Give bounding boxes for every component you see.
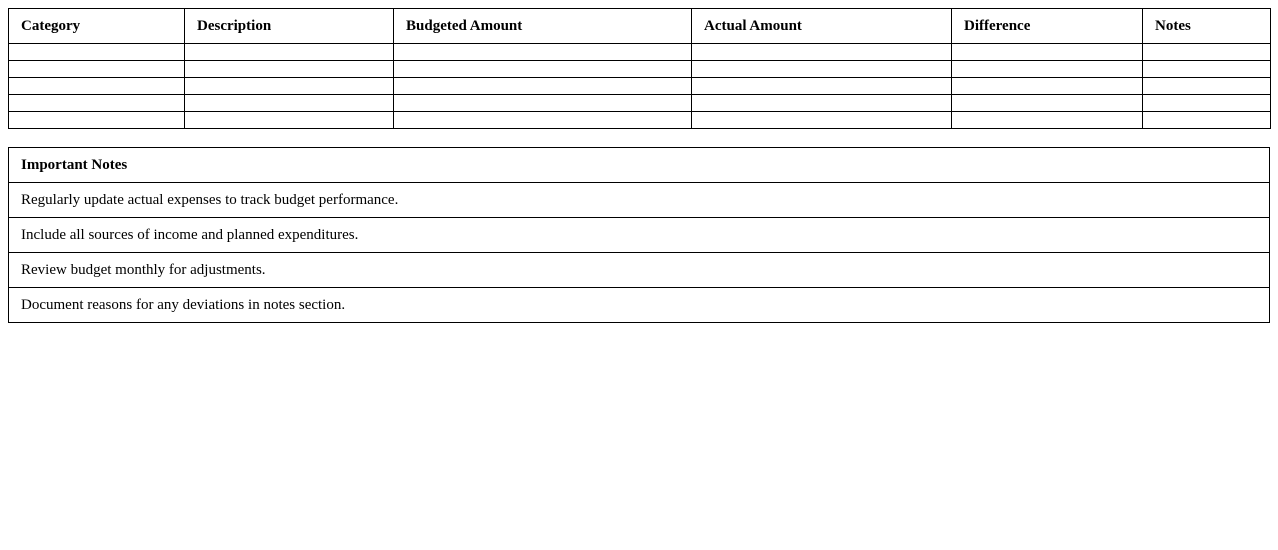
table-row — [9, 95, 1271, 112]
table-cell — [692, 95, 952, 112]
table-cell — [1143, 44, 1271, 61]
table-cell — [1143, 95, 1271, 112]
table-cell — [185, 78, 394, 95]
notes-row — [9, 218, 1270, 253]
note-item: Regularly update actual expenses to track budget performance. — [9, 183, 1270, 218]
table-cell — [394, 44, 692, 61]
table-cell — [1143, 112, 1271, 129]
table-cell — [952, 112, 1143, 129]
table-row — [9, 44, 1271, 61]
header-notes: Notes — [1143, 9, 1271, 44]
table-cell — [394, 61, 692, 78]
table-cell — [952, 61, 1143, 78]
header-actual-amount: Actual Amount — [692, 9, 952, 44]
note-item: Include all sources of income and planned expenditures. — [9, 218, 1270, 253]
table-cell — [1143, 61, 1271, 78]
notes-title: Important Notes — [9, 148, 1270, 183]
table-cell — [9, 61, 185, 78]
header-category: Category — [9, 9, 185, 44]
header-budgeted-amount: Budgeted Amount — [394, 9, 692, 44]
table-cell — [394, 78, 692, 95]
table-cell — [185, 95, 394, 112]
table-cell — [185, 44, 394, 61]
table-cell — [952, 95, 1143, 112]
notes-header-row — [9, 148, 1270, 183]
budget-table — [8, 8, 1271, 129]
table-cell — [692, 112, 952, 129]
table-cell — [692, 61, 952, 78]
table-cell — [9, 95, 185, 112]
note-item: Review budget monthly for adjustments. — [9, 253, 1270, 288]
budget-header-row — [9, 9, 1271, 44]
table-cell — [9, 44, 185, 61]
notes-row — [9, 253, 1270, 288]
table-cell — [952, 78, 1143, 95]
note-item: Document reasons for any deviations in notes section. — [9, 288, 1270, 323]
table-row — [9, 78, 1271, 95]
header-description: Description — [185, 9, 394, 44]
notes-row — [9, 288, 1270, 323]
table-cell — [394, 95, 692, 112]
table-cell — [9, 78, 185, 95]
table-cell — [9, 112, 185, 129]
header-difference: Difference — [952, 9, 1143, 44]
important-notes-table — [8, 147, 1270, 323]
table-cell — [952, 44, 1143, 61]
table-cell — [692, 44, 952, 61]
table-cell — [692, 78, 952, 95]
table-row — [9, 61, 1271, 78]
table-cell — [185, 61, 394, 78]
notes-row — [9, 183, 1270, 218]
table-cell — [1143, 78, 1271, 95]
table-row — [9, 112, 1271, 129]
table-cell — [394, 112, 692, 129]
table-cell — [185, 112, 394, 129]
